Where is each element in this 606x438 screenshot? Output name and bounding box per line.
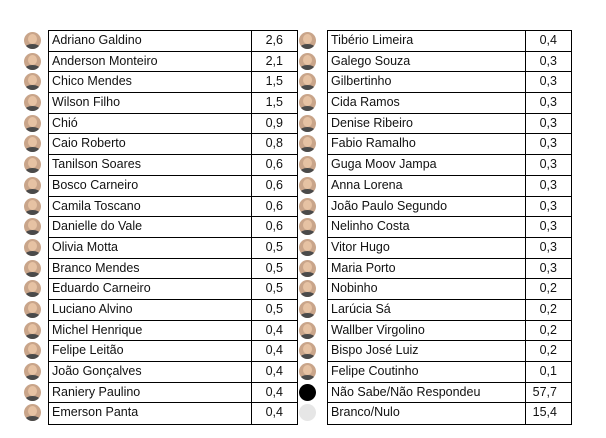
candidate-photo-icon xyxy=(24,280,41,297)
candidate-percentage: 0,6 xyxy=(252,176,298,196)
candidate-name: Branco Mendes xyxy=(48,259,252,279)
table-row xyxy=(327,155,572,176)
candidate-photo-icon xyxy=(24,301,41,318)
table-row xyxy=(48,279,298,300)
candidate-photo-icon xyxy=(299,301,316,318)
candidate-name: Tibério Limeira xyxy=(327,31,526,51)
candidate-name: Guga Moov Jampa xyxy=(327,155,526,175)
candidate-name: Maria Porto xyxy=(327,259,526,279)
candidate-percentage: 0,5 xyxy=(252,259,298,279)
candidate-name: Nelinho Costa xyxy=(327,217,526,237)
table-row xyxy=(48,217,298,238)
candidate-photo-icon xyxy=(24,53,41,70)
candidate-photo-icon xyxy=(299,94,316,111)
candidate-percentage: 0,2 xyxy=(526,321,572,341)
candidate-photo-icon xyxy=(299,342,316,359)
candidate-name: Gilbertinho xyxy=(327,72,526,92)
candidate-name: Bosco Carneiro xyxy=(48,176,252,196)
candidate-photo-icon xyxy=(24,342,41,359)
candidate-percentage: 0,3 xyxy=(526,93,572,113)
candidate-name: Wallber Virgolino xyxy=(327,321,526,341)
table-row xyxy=(327,114,572,135)
candidate-percentage: 57,7 xyxy=(526,383,572,403)
candidate-name: Nobinho xyxy=(327,279,526,299)
candidate-percentage: 1,5 xyxy=(252,93,298,113)
candidate-photo-icon xyxy=(299,239,316,256)
table-row xyxy=(327,52,572,73)
table-row xyxy=(327,321,572,342)
right-results-table xyxy=(327,30,572,425)
candidate-photo-icon xyxy=(24,404,41,421)
table-row xyxy=(327,176,572,197)
candidate-photo-icon xyxy=(24,94,41,111)
candidate-photo-icon xyxy=(24,156,41,173)
candidate-photo-icon xyxy=(299,156,316,173)
table-row xyxy=(48,238,298,259)
table-row xyxy=(48,72,298,93)
table-row xyxy=(48,259,298,280)
table-row xyxy=(48,403,298,424)
candidate-photo-icon xyxy=(299,135,316,152)
candidate-percentage: 0,4 xyxy=(526,31,572,51)
candidate-name: Felipe Coutinho xyxy=(327,362,526,382)
candidate-name: Chió xyxy=(48,114,252,134)
candidate-name: Bispo José Luiz xyxy=(327,341,526,361)
candidate-percentage: 0,4 xyxy=(252,321,298,341)
candidate-name: Raniery Paulino xyxy=(48,383,252,403)
table-row xyxy=(48,93,298,114)
table-row xyxy=(48,300,298,321)
candidate-photo-icon xyxy=(24,73,41,90)
table-row xyxy=(327,403,572,424)
candidate-name: Chico Mendes xyxy=(48,72,252,92)
table-row xyxy=(327,383,572,404)
unknown-marker-icon xyxy=(299,384,316,401)
candidate-photo-icon xyxy=(24,198,41,215)
candidate-photo-icon xyxy=(24,260,41,277)
candidate-name: Vitor Hugo xyxy=(327,238,526,258)
candidate-name: João Paulo Segundo xyxy=(327,197,526,217)
candidate-photo-icon xyxy=(299,32,316,49)
table-row xyxy=(48,321,298,342)
table-row xyxy=(48,155,298,176)
candidate-name: Denise Ribeiro xyxy=(327,114,526,134)
candidate-percentage: 0,4 xyxy=(252,362,298,382)
candidate-photo-icon xyxy=(24,115,41,132)
candidate-photo-icon xyxy=(24,135,41,152)
candidate-percentage: 0,3 xyxy=(526,259,572,279)
candidate-name: Danielle do Vale xyxy=(48,217,252,237)
table-row xyxy=(327,341,572,362)
table-row xyxy=(327,197,572,218)
table-row xyxy=(327,93,572,114)
table-row xyxy=(48,197,298,218)
left-results-table xyxy=(48,30,298,425)
candidate-percentage: 0,3 xyxy=(526,52,572,72)
table-row xyxy=(48,114,298,135)
candidate-photo-icon xyxy=(299,322,316,339)
candidate-percentage: 0,3 xyxy=(526,114,572,134)
candidate-name: Eduardo Carneiro xyxy=(48,279,252,299)
candidate-percentage: 1,5 xyxy=(252,72,298,92)
table-row xyxy=(48,31,298,52)
candidate-percentage: 0,3 xyxy=(526,217,572,237)
candidate-percentage: 0,2 xyxy=(526,300,572,320)
candidate-name: Anna Lorena xyxy=(327,176,526,196)
candidate-photo-icon xyxy=(299,73,316,90)
table-row xyxy=(48,134,298,155)
candidate-percentage: 0,3 xyxy=(526,197,572,217)
candidate-name: Caio Roberto xyxy=(48,134,252,154)
candidate-percentage: 0,3 xyxy=(526,72,572,92)
candidate-percentage: 0,9 xyxy=(252,114,298,134)
table-row xyxy=(48,362,298,383)
candidate-name: Cida Ramos xyxy=(327,93,526,113)
candidate-percentage: 0,4 xyxy=(252,383,298,403)
candidate-name: Emerson Panta xyxy=(48,403,252,424)
candidate-photo-icon xyxy=(299,363,316,380)
candidate-name: Fabio Ramalho xyxy=(327,134,526,154)
candidate-name: Larúcia Sá xyxy=(327,300,526,320)
candidate-percentage: 0,8 xyxy=(252,134,298,154)
candidate-percentage: 0,2 xyxy=(526,279,572,299)
candidate-photo-icon xyxy=(299,177,316,194)
candidate-photo-icon xyxy=(299,260,316,277)
candidate-percentage: 0,6 xyxy=(252,155,298,175)
candidate-photo-icon xyxy=(299,53,316,70)
candidate-photo-icon xyxy=(299,115,316,132)
candidate-percentage: 2,6 xyxy=(252,31,298,51)
table-row xyxy=(327,238,572,259)
candidate-percentage: 0,4 xyxy=(252,341,298,361)
candidate-photo-icon xyxy=(24,322,41,339)
candidate-percentage: 0,4 xyxy=(252,403,298,424)
candidate-percentage: 0,5 xyxy=(252,300,298,320)
blank-marker-icon xyxy=(299,404,316,421)
table-row xyxy=(48,176,298,197)
candidate-name: Michel Henrique xyxy=(48,321,252,341)
table-row xyxy=(48,341,298,362)
candidate-photo-icon xyxy=(24,239,41,256)
candidate-name: Olivia Motta xyxy=(48,238,252,258)
candidate-name: Luciano Alvino xyxy=(48,300,252,320)
table-row xyxy=(327,31,572,52)
candidate-photo-icon xyxy=(24,32,41,49)
candidate-percentage: 0,3 xyxy=(526,238,572,258)
candidate-name: João Gonçalves xyxy=(48,362,252,382)
table-row xyxy=(327,217,572,238)
candidate-percentage: 0,2 xyxy=(526,341,572,361)
candidate-percentage: 0,5 xyxy=(252,238,298,258)
candidate-name: Tanilson Soares xyxy=(48,155,252,175)
candidate-percentage: 0,3 xyxy=(526,176,572,196)
candidate-name: Não Sabe/Não Respondeu xyxy=(327,383,526,403)
candidate-percentage: 0,3 xyxy=(526,155,572,175)
candidate-name: Anderson Monteiro xyxy=(48,52,252,72)
table-row xyxy=(327,300,572,321)
left-panel xyxy=(22,30,322,423)
candidate-photo-icon xyxy=(24,384,41,401)
candidate-name: Felipe Leitão xyxy=(48,341,252,361)
candidate-percentage: 0,1 xyxy=(526,362,572,382)
table-row xyxy=(48,52,298,73)
candidate-percentage: 0,3 xyxy=(526,134,572,154)
candidate-name: Adriano Galdino xyxy=(48,31,252,51)
table-row xyxy=(48,383,298,404)
candidate-photo-icon xyxy=(299,280,316,297)
candidate-percentage: 0,6 xyxy=(252,217,298,237)
table-row xyxy=(327,72,572,93)
table-row xyxy=(327,362,572,383)
table-row xyxy=(327,259,572,280)
table-row xyxy=(327,134,572,155)
candidate-name: Branco/Nulo xyxy=(327,403,526,424)
table-row xyxy=(327,279,572,300)
candidate-photo-icon xyxy=(299,218,316,235)
candidate-photo-icon xyxy=(299,198,316,215)
candidate-name: Wilson Filho xyxy=(48,93,252,113)
candidate-name: Galego Souza xyxy=(327,52,526,72)
candidate-percentage: 2,1 xyxy=(252,52,298,72)
candidate-photo-icon xyxy=(24,177,41,194)
candidate-percentage: 0,5 xyxy=(252,279,298,299)
candidate-percentage: 15,4 xyxy=(526,403,572,424)
candidate-photo-icon xyxy=(24,218,41,235)
candidate-percentage: 0,6 xyxy=(252,197,298,217)
right-panel xyxy=(297,30,597,423)
candidate-name: Camila Toscano xyxy=(48,197,252,217)
candidate-photo-icon xyxy=(24,363,41,380)
